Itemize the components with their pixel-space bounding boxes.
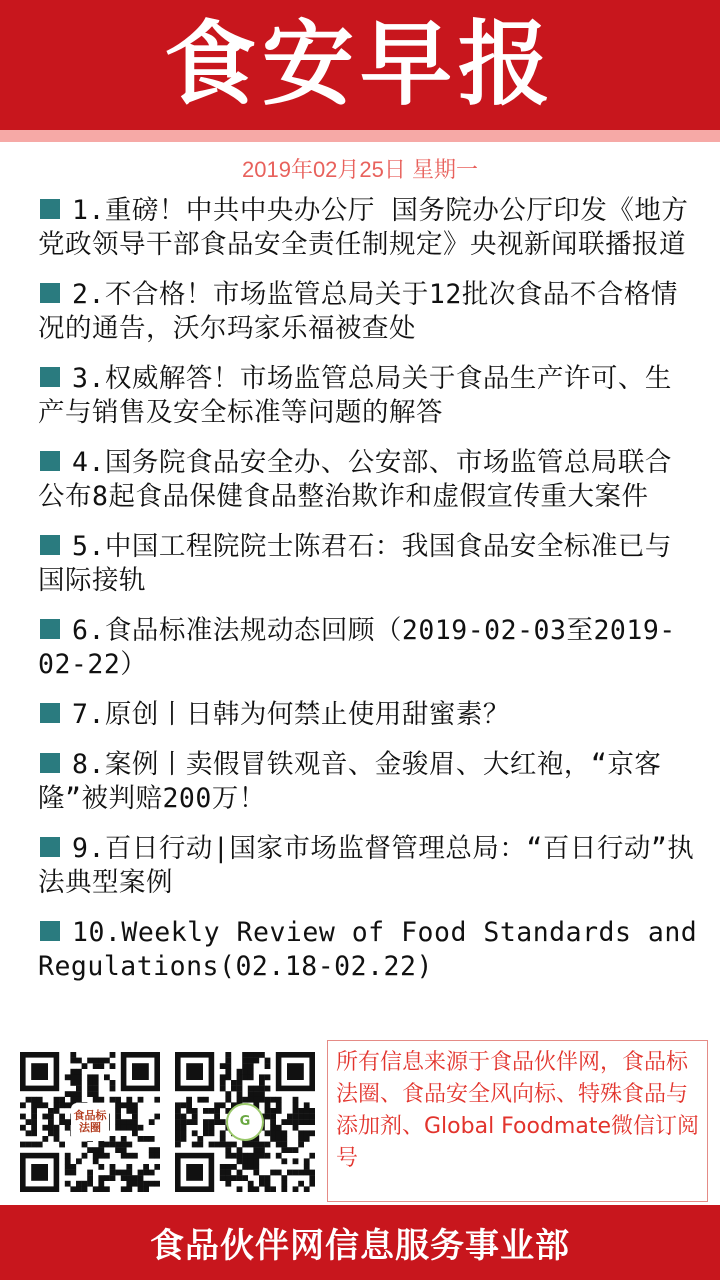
footer-banner <box>0 1205 720 1280</box>
square-bullet-icon <box>40 283 60 303</box>
qr-logo-badge: 食品标法圈 <box>71 1103 109 1141</box>
qr-logo-badge: G <box>226 1103 264 1141</box>
news-item-text: 8.案例丨卖假冒铁观音、金骏眉、大红袍，“京客隆”被判赔200万！ <box>38 749 662 814</box>
news-item[interactable] <box>38 362 698 430</box>
square-bullet-icon <box>40 535 60 555</box>
square-bullet-icon <box>40 619 60 639</box>
news-item[interactable] <box>38 446 698 514</box>
news-item-text: 6.食品标准法规动态回顾（2019-02-03至2019-02-22） <box>38 615 676 680</box>
news-item[interactable] <box>38 698 698 732</box>
news-item[interactable] <box>38 916 698 984</box>
news-item[interactable] <box>38 530 698 598</box>
square-bullet-icon <box>40 199 60 219</box>
news-item-text: 9.百日行动|国家市场监督管理总局：“百日行动”执法典型案例 <box>38 833 695 898</box>
news-item[interactable] <box>38 194 698 262</box>
news-item[interactable] <box>38 614 698 682</box>
news-item-text: 1.重磅！中共中央办公厅 国务院办公厅印发《地方党政领导干部食品安全责任制规定》央视新闻联播报道 <box>38 195 689 260</box>
news-item[interactable] <box>38 278 698 346</box>
header-divider <box>0 130 720 142</box>
square-bullet-icon <box>40 451 60 471</box>
qr-code-icon <box>20 1052 160 1192</box>
news-item-text: 3.权威解答！市场监管总局关于食品生产许可、生产与销售及安全标准等问题的解答 <box>38 363 672 428</box>
square-bullet-icon <box>40 703 60 723</box>
source-info-box <box>327 1040 708 1202</box>
header-banner <box>0 0 720 130</box>
news-item-text: 10.Weekly Review of Food Standards and Regulations(02.18-02.22) <box>38 917 698 982</box>
square-bullet-icon <box>40 753 60 773</box>
square-bullet-icon <box>40 837 60 857</box>
date-line: 2019年02月25日 星期一 <box>242 157 478 182</box>
square-bullet-icon <box>40 367 60 387</box>
page-title: 食安早报 <box>163 11 556 118</box>
news-item[interactable] <box>38 748 698 816</box>
news-item[interactable] <box>38 832 698 900</box>
qr-code-icon <box>175 1052 315 1192</box>
news-item-text: 4.国务院食品安全办、公安部、市场监管总局联合公布8起食品保健食品整治欺诈和虚假宣传重大案件 <box>38 447 672 512</box>
news-item-text: 5.中国工程院院士陈君石：我国食品安全标准已与国际接轨 <box>38 531 672 596</box>
news-list <box>38 194 698 1000</box>
square-bullet-icon <box>40 921 60 941</box>
footer-text: 食品伙伴网信息服务事业部 <box>150 1226 570 1266</box>
news-item-text: 7.原创丨日韩为何禁止使用甜蜜素？ <box>72 699 510 730</box>
news-item-text: 2.不合格！市场监管总局关于12批次食品不合格情况的通告，沃尔玛家乐福被查处 <box>38 279 678 344</box>
source-info-text: 所有信息来源于食品伙伴网，食品标法圈、食品安全风向标、特殊食品与添加剂、Global Foodmate微信订阅号 <box>336 1050 700 1171</box>
